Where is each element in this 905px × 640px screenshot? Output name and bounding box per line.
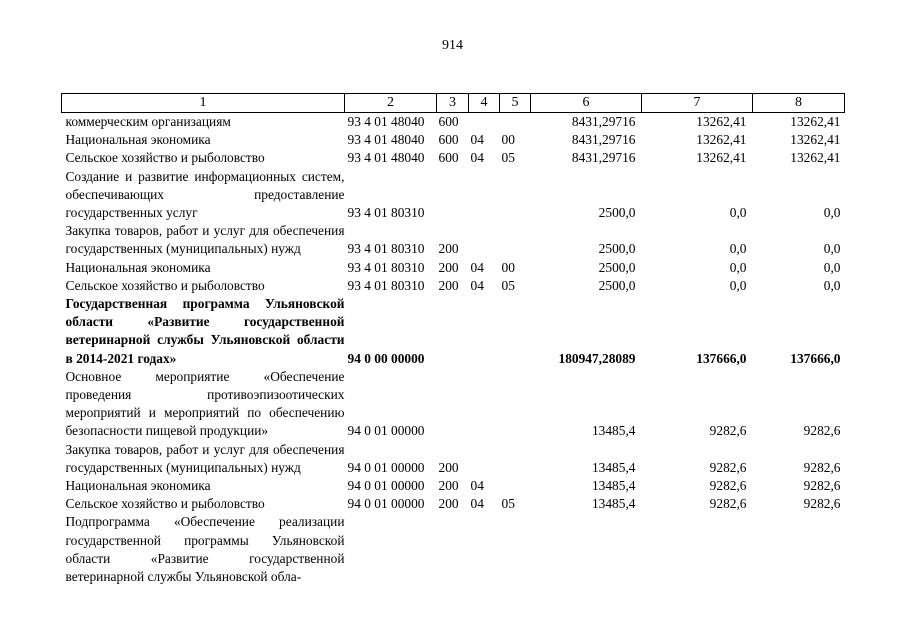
row-name: Национальная экономика bbox=[65, 478, 211, 494]
row-code: 93 4 01 48040 bbox=[347, 114, 425, 129]
row-amount-col8: 9282,6 bbox=[803, 459, 841, 475]
row-amount-col7: 0,0 bbox=[729, 205, 747, 221]
table-body bbox=[62, 113, 845, 587]
row-name: коммерческим организациям bbox=[65, 114, 231, 129]
row-code: 94 0 01 00000 bbox=[347, 496, 425, 512]
row-subsection: 05 bbox=[501, 277, 515, 293]
row-amount-col8: 0,0 bbox=[823, 241, 841, 257]
row-section bbox=[469, 295, 500, 368]
row-section bbox=[469, 113, 500, 132]
row-name: Сельское хозяйство и рыболовство bbox=[65, 150, 265, 166]
row-amount-col7: 0,0 bbox=[729, 241, 747, 257]
row-code: 93 4 01 80310 bbox=[347, 205, 425, 221]
table-row bbox=[62, 477, 845, 495]
row-subsection: 05 bbox=[501, 150, 515, 166]
header-col-5: 5 bbox=[500, 94, 531, 113]
row-section bbox=[469, 441, 500, 477]
row-name: Закупка товаров, работ и услуг для обеспечения государственных (муниципальных) нужд bbox=[65, 223, 345, 257]
header-col-8: 8 bbox=[753, 94, 845, 113]
row-amount-col6: 13485,4 bbox=[591, 423, 636, 439]
row-subsection bbox=[500, 441, 531, 477]
row-amount-col6: 8431,29716 bbox=[571, 114, 636, 129]
row-expense-type bbox=[437, 295, 469, 368]
row-section: 04 bbox=[470, 478, 484, 494]
row-code: 93 4 01 80310 bbox=[347, 259, 425, 275]
row-code: 93 4 01 48040 bbox=[347, 150, 425, 166]
row-code: 94 0 01 00000 bbox=[347, 459, 425, 475]
row-amount-col7: 9282,6 bbox=[709, 496, 747, 512]
row-amount-col7: 9282,6 bbox=[709, 423, 747, 439]
row-expense-type: 200 bbox=[438, 459, 459, 475]
row-expense-type: 600 bbox=[438, 132, 459, 148]
row-amount-col8 bbox=[753, 513, 845, 586]
row-amount-col7: 0,0 bbox=[729, 259, 747, 275]
row-section bbox=[469, 222, 500, 258]
table-row bbox=[62, 113, 845, 132]
row-subsection bbox=[500, 168, 531, 223]
row-code: 93 4 01 80310 bbox=[347, 277, 425, 293]
row-amount-col7: 13262,41 bbox=[696, 114, 747, 129]
row-code: 94 0 00 00000 bbox=[347, 350, 425, 366]
row-subsection bbox=[500, 113, 531, 132]
row-expense-type bbox=[437, 168, 469, 223]
row-expense-type bbox=[437, 368, 469, 441]
row-name: Подпрограмма «Обеспечение реализации государственной программы Ульяновской области «Развитие государственной ветеринарной службы Ульяновской обла- bbox=[65, 514, 345, 585]
row-amount-col6: 13485,4 bbox=[591, 459, 636, 475]
row-code bbox=[345, 513, 437, 586]
row-amount-col8: 0,0 bbox=[823, 277, 841, 293]
row-amount-col6: 8431,29716 bbox=[571, 132, 636, 148]
table-row bbox=[62, 513, 845, 586]
table-row bbox=[62, 149, 845, 167]
row-amount-col8: 9282,6 bbox=[803, 496, 841, 512]
row-section: 04 bbox=[470, 259, 484, 275]
row-subsection bbox=[500, 513, 531, 586]
row-amount-col7 bbox=[642, 513, 753, 586]
row-expense-type bbox=[437, 513, 469, 586]
row-amount-col6: 2500,0 bbox=[598, 205, 636, 221]
table-row bbox=[62, 295, 845, 368]
header-col-2: 2 bbox=[345, 94, 437, 113]
table-row bbox=[62, 277, 845, 295]
header-col-7: 7 bbox=[642, 94, 753, 113]
row-amount-col7: 13262,41 bbox=[696, 150, 747, 166]
page-number: 914 bbox=[442, 38, 463, 53]
row-amount-col8: 9282,6 bbox=[803, 478, 841, 494]
header-col-4: 4 bbox=[469, 94, 500, 113]
table-row bbox=[62, 131, 845, 149]
row-code: 93 4 01 48040 bbox=[347, 132, 425, 148]
row-subsection: 00 bbox=[501, 132, 515, 148]
row-section: 04 bbox=[470, 150, 484, 166]
row-subsection bbox=[500, 368, 531, 441]
row-expense-type: 600 bbox=[438, 114, 459, 129]
row-section bbox=[469, 368, 500, 441]
row-section: 04 bbox=[470, 132, 484, 148]
row-name: Основное мероприятие «Обеспечение проведения противоэпизоотических мероприятий и мероприятий по обеспечению безопасности пищевой продукции» bbox=[65, 368, 345, 439]
row-expense-type: 200 bbox=[438, 496, 459, 512]
row-amount-col6: 2500,0 bbox=[598, 259, 636, 275]
header-col-3: 3 bbox=[437, 94, 469, 113]
row-section: 04 bbox=[470, 496, 484, 512]
row-subsection bbox=[500, 295, 531, 368]
row-name: Сельское хозяйство и рыболовство bbox=[65, 277, 265, 293]
header-row bbox=[62, 94, 845, 113]
row-name: Сельское хозяйство и рыболовство bbox=[65, 496, 265, 512]
row-name: Закупка товаров, работ и услуг для обеспечения государственных (муниципальных) нужд bbox=[65, 441, 345, 475]
row-amount-col7: 0,0 bbox=[729, 277, 747, 293]
row-section bbox=[469, 513, 500, 586]
row-amount-col6: 2500,0 bbox=[598, 241, 636, 257]
row-expense-type: 600 bbox=[438, 150, 459, 166]
row-code: 93 4 01 80310 bbox=[347, 241, 425, 257]
table-row bbox=[62, 222, 845, 258]
row-amount-col8: 9282,6 bbox=[803, 423, 841, 439]
table-row bbox=[62, 368, 845, 441]
row-name: Национальная экономика bbox=[65, 132, 211, 148]
row-expense-type: 200 bbox=[438, 478, 459, 494]
table-row bbox=[62, 495, 845, 513]
row-code: 94 0 01 00000 bbox=[347, 423, 425, 439]
row-name: Государственная программа Ульяновской области «Развитие государственной ветеринарной службы Ульяновской области в 2014-2021 годах» bbox=[65, 296, 345, 366]
row-subsection: 00 bbox=[501, 259, 515, 275]
header-col-1: 1 bbox=[62, 94, 345, 113]
row-amount-col6: 8431,29716 bbox=[571, 150, 636, 166]
row-name: Национальная экономика bbox=[65, 259, 211, 275]
budget-table bbox=[61, 93, 845, 586]
row-amount-col8: 13262,41 bbox=[790, 150, 841, 166]
row-amount-col8: 0,0 bbox=[823, 205, 841, 221]
row-amount-col6: 180947,28089 bbox=[558, 350, 636, 366]
row-code: 94 0 01 00000 bbox=[347, 478, 425, 494]
row-subsection bbox=[500, 222, 531, 258]
row-amount-col7: 9282,6 bbox=[709, 478, 747, 494]
table-row bbox=[62, 441, 845, 477]
row-amount-col8: 0,0 bbox=[823, 259, 841, 275]
row-amount-col6: 13485,4 bbox=[591, 496, 636, 512]
table-row bbox=[62, 259, 845, 277]
row-expense-type: 200 bbox=[438, 259, 459, 275]
row-name: Создание и развитие информационных систем, обеспечивающих предоставление государственных услуг bbox=[65, 168, 345, 221]
row-expense-type: 200 bbox=[438, 277, 459, 293]
row-amount-col8: 13262,41 bbox=[790, 132, 841, 148]
row-expense-type: 200 bbox=[438, 241, 459, 257]
row-amount-col8: 13262,41 bbox=[790, 114, 841, 129]
row-amount-col6: 2500,0 bbox=[598, 277, 636, 293]
row-amount-col6 bbox=[531, 513, 642, 586]
row-amount-col7: 137666,0 bbox=[696, 350, 747, 366]
row-section bbox=[469, 168, 500, 223]
row-amount-col8: 137666,0 bbox=[790, 350, 841, 366]
row-subsection: 05 bbox=[501, 496, 515, 512]
header-col-6: 6 bbox=[531, 94, 642, 113]
row-subsection bbox=[500, 477, 531, 495]
row-amount-col7: 13262,41 bbox=[696, 132, 747, 148]
row-section: 04 bbox=[470, 277, 484, 293]
table-row bbox=[62, 168, 845, 223]
row-amount-col6: 13485,4 bbox=[591, 478, 636, 494]
row-amount-col7: 9282,6 bbox=[709, 459, 747, 475]
